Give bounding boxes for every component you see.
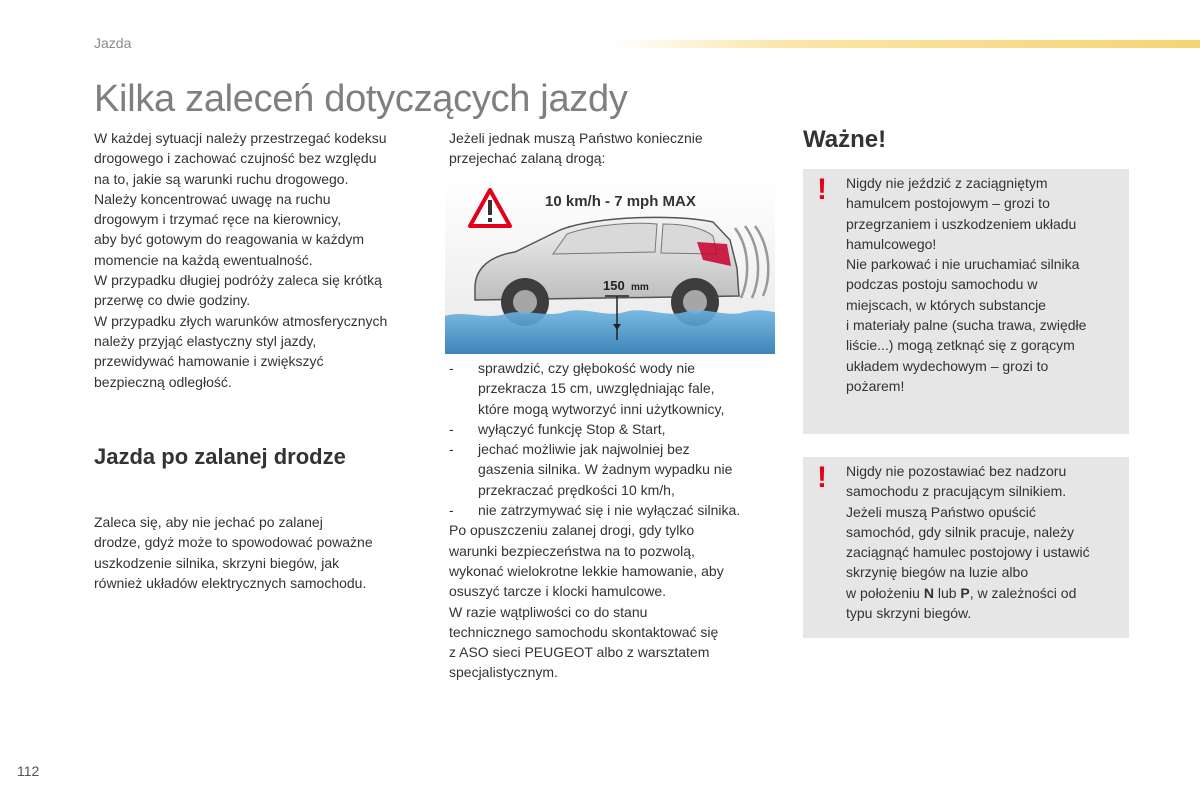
text-line: W przypadku złych warunków atmosferycznych — [94, 312, 388, 329]
warning-text — [846, 173, 1121, 396]
text-line: samochód, gdy silnik pracuje, należy — [846, 523, 1075, 540]
text-line: Nie parkować i nie uruchamiać silnika — [846, 256, 1080, 273]
gear-n-label: N — [923, 584, 934, 601]
list-item — [449, 439, 779, 500]
text-line: W każdej sytuacji należy przestrzegać kodeksu — [94, 130, 387, 146]
flooded-road-illustration — [445, 178, 775, 354]
text-line: drogowego i zachować czujność bez względu — [94, 150, 377, 167]
text-line: drogowym i trzymać ręce na kierownicy, — [94, 211, 342, 228]
text-line: na to, jakie są warunki ruchu drogowego. — [94, 170, 349, 187]
important-heading: Ważne! — [803, 126, 887, 153]
list-dash: - — [449, 441, 454, 458]
warning-box-engine — [803, 457, 1129, 638]
text-line: hamulcowego! — [846, 235, 937, 252]
section-label: Jazda — [94, 35, 132, 51]
text-line: wyłączyć funkcję Stop & Start, — [478, 420, 666, 437]
exclamation-icon: ! — [817, 461, 827, 494]
header-bar — [608, 40, 1200, 48]
flood-instructions — [449, 358, 779, 683]
text-line: które mogą wytworzyć inni użytkownicy, — [478, 400, 725, 417]
text-line: jechać możliwie jak najwolniej bez — [478, 441, 690, 458]
text-line: podczas postoju samochodu w — [846, 276, 1038, 293]
text-line: przewidywać hamowanie i zwiększyć — [94, 353, 324, 370]
intro-text — [94, 128, 424, 392]
warning-text — [846, 461, 1121, 623]
text-line: drodze, gdyż może to spowodować poważne — [94, 534, 373, 551]
text-line: aby być gotowym do reagowania w każdym — [94, 231, 365, 248]
text-line: przegrzaniem i uszkodzeniem układu — [846, 215, 1077, 232]
text-line: z ASO sieci PEUGEOT albo z warsztatem — [449, 644, 710, 661]
list-item — [449, 419, 779, 439]
water-surface — [445, 310, 775, 354]
text-line: przekracza 15 cm, uwzględniając fale, — [478, 380, 715, 397]
page-number: 112 — [17, 763, 40, 779]
text-line: typu skrzyni biegów. — [846, 605, 972, 622]
text-line: Jeżeli jednak muszą Państwo koniecznie — [449, 130, 703, 146]
text-line: uszkodzenie silnika, skrzyni biegów, jak — [94, 554, 340, 571]
flood-text — [94, 512, 424, 593]
text-line: i materiały palne (sucha trawa, zwiędłe — [846, 317, 1087, 334]
text-span: lub — [933, 584, 961, 601]
text-line — [846, 583, 1121, 603]
text-line: technicznego samochodu skontaktować się — [449, 623, 719, 640]
text-line: układem wydechowym – grozi to — [846, 357, 1049, 374]
list-dash: - — [449, 502, 454, 519]
text-line: Po opuszczeniu zalanej drogi, gdy tylko — [449, 522, 695, 539]
list-item — [449, 500, 779, 520]
text-line: osuszyć tarcze i klocki hamulcowe. — [449, 583, 667, 600]
text-span: w położeniu — [846, 584, 924, 601]
after-flood-text — [449, 520, 779, 682]
text-line: Nigdy nie jeździć z zaciągniętym — [846, 175, 1048, 191]
text-line: sprawdzić, czy głębokość wody nie — [478, 360, 696, 376]
text-line: nie zatrzymywać się i nie wyłączać silnika. — [478, 502, 741, 519]
text-line: przejechać zalaną drogą: — [449, 150, 606, 167]
speed-limit-label: 10 km/h - 7 mph MAX — [545, 193, 696, 210]
text-line: hamulcem postojowym – grozi to — [846, 195, 1050, 212]
text-line: warunki bezpieczeństwa na to pozwolą, — [449, 542, 695, 559]
text-line: gaszenia silnika. W żadnym wypadku nie — [478, 461, 733, 478]
text-line: Należy koncentrować uwagę na ruchu — [94, 190, 331, 207]
page-title: Kilka zaleceń dotyczących jazdy — [94, 78, 628, 120]
text-line: również układów elektrycznych samochodu. — [94, 574, 367, 591]
text-line: skrzynię biegów na luzie albo — [846, 564, 1029, 581]
text-line: pożarem! — [846, 377, 905, 394]
text-line: przerwę co dwie godziny. — [94, 292, 251, 309]
list-dash: - — [449, 360, 454, 376]
text-line: przekraczać prędkości 10 km/h, — [478, 481, 675, 498]
text-span: , w zależności od — [969, 584, 1077, 601]
text-line: samochodu z pracującym silnikiem. — [846, 483, 1067, 500]
text-line: Nigdy nie pozostawiać bez nadzoru — [846, 463, 1067, 479]
gear-p-label: P — [960, 584, 970, 601]
text-line: Zaleca się, aby nie jechać po zalanej — [94, 514, 323, 530]
depth-unit: mm — [631, 282, 649, 293]
text-line: zaciągnąć hamulec postojowy i ustawić — [846, 544, 1090, 561]
list-dash: - — [449, 420, 454, 437]
text-line: liście...) mogą zetknąć się z gorącym — [846, 337, 1075, 354]
text-line: Jeżeli muszą Państwo opuścić — [846, 503, 1036, 520]
text-line: miejscach, w których substancje — [846, 296, 1046, 313]
exclamation-icon: ! — [817, 173, 827, 206]
warning-box-brakes — [803, 169, 1129, 434]
list-item — [449, 358, 779, 419]
text-line: W przypadku długiej podróży zaleca się krótką — [94, 272, 382, 289]
flood-intro — [449, 128, 779, 169]
flood-heading: Jazda po zalanej drodze — [94, 444, 346, 469]
text-line: wykonać wielokrotne lekkie hamowanie, aby — [449, 562, 724, 579]
text-line: należy przyjąć elastyczny styl jazdy, — [94, 332, 317, 349]
depth-value: 150 — [603, 278, 625, 293]
text-line: W razie wątpliwości co do stanu — [449, 603, 648, 620]
text-line: specjalistycznym. — [449, 664, 558, 681]
text-line: bezpieczną odległość. — [94, 373, 232, 390]
text-line: momencie na każdą ewentualność. — [94, 251, 313, 268]
